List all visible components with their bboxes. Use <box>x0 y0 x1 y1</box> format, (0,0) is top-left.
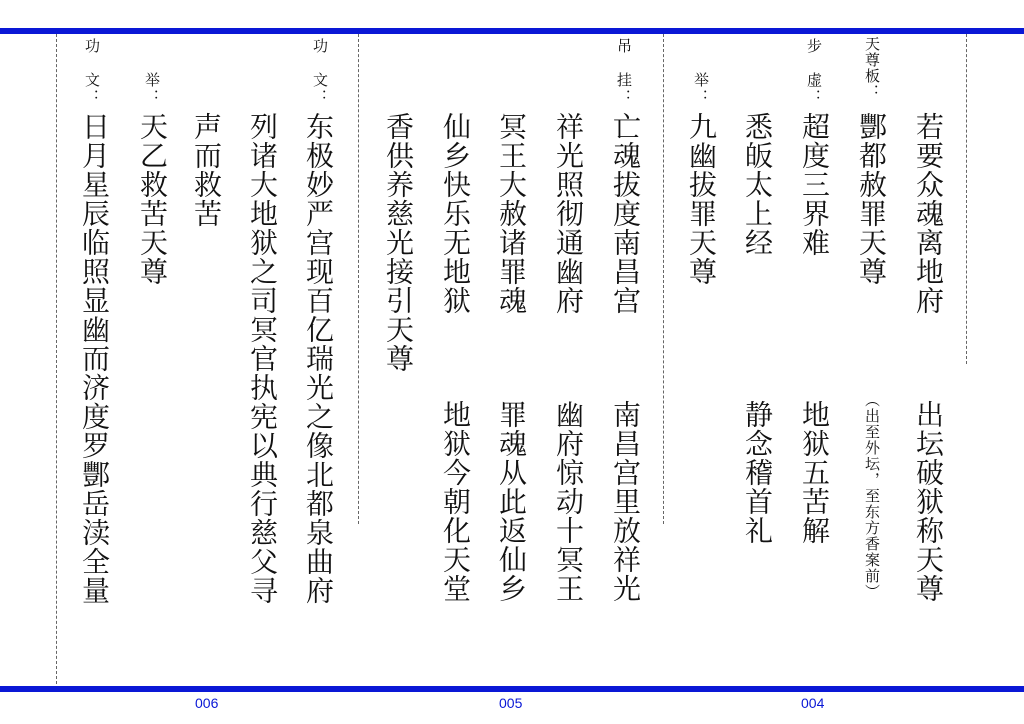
top-blue-rule <box>0 28 1024 34</box>
page-margin-dashed-line <box>966 34 967 364</box>
text-column: 祥光照彻通幽府 <box>552 112 585 315</box>
text-column: 地狱今朝化天堂 <box>439 400 472 603</box>
page-margin-dashed-line <box>56 34 57 684</box>
text-column: 酆都赦罪天尊 <box>855 112 888 286</box>
text-column: 出坛破狱称天尊 <box>912 400 945 603</box>
text-column: 静念稽首礼 <box>741 400 774 545</box>
page-number: 005 <box>499 695 523 711</box>
text-column: 东极妙严宫现百亿瑞光之像北都泉曲府 <box>302 112 335 605</box>
text-column: 幽府惊动十冥王 <box>552 400 585 603</box>
column-label: 天尊板： <box>863 36 881 100</box>
text-column: 超度三界难 <box>798 112 831 257</box>
text-column: 日月星辰临照显幽而济度罗酆岳渎全量 <box>78 112 111 605</box>
text-column: 天乙救苦天尊 <box>136 112 169 286</box>
page-number: 004 <box>801 695 825 711</box>
column-label: 举： <box>692 72 710 106</box>
text-column: 地狱五苦解 <box>798 400 831 545</box>
stage-direction-note: （出至外坛，至东方香案前） <box>863 392 881 600</box>
text-column: 亡魂拔度南昌宫 <box>609 112 642 315</box>
text-column: 悉皈太上经 <box>741 112 774 257</box>
page-number: 006 <box>195 695 219 711</box>
text-column: 若要众魂离地府 <box>912 112 945 315</box>
column-label: 吊 挂： <box>615 38 633 106</box>
column-label: 功 文： <box>311 38 329 106</box>
column-label: 步 虚： <box>805 38 823 106</box>
text-column: 声而救苦 <box>190 112 223 228</box>
text-column: 仙乡快乐无地狱 <box>439 112 472 315</box>
bottom-blue-rule <box>0 686 1024 692</box>
column-label: 举： <box>143 72 161 106</box>
text-column: 九幽拔罪天尊 <box>685 112 718 286</box>
text-column: 罪魂从此返仙乡 <box>495 400 528 603</box>
column-label: 功 文： <box>83 38 101 106</box>
page-divider-dashed-line <box>358 34 359 524</box>
text-column: 南昌宫里放祥光 <box>609 400 642 603</box>
text-column: 冥王大赦诸罪魂 <box>495 112 528 315</box>
page-divider-dashed-line <box>663 34 664 524</box>
text-column: 香供养慈光接引天尊 <box>382 112 415 373</box>
text-column: 列诸大地狱之司冥官执宪以典行慈父寻 <box>246 112 279 605</box>
